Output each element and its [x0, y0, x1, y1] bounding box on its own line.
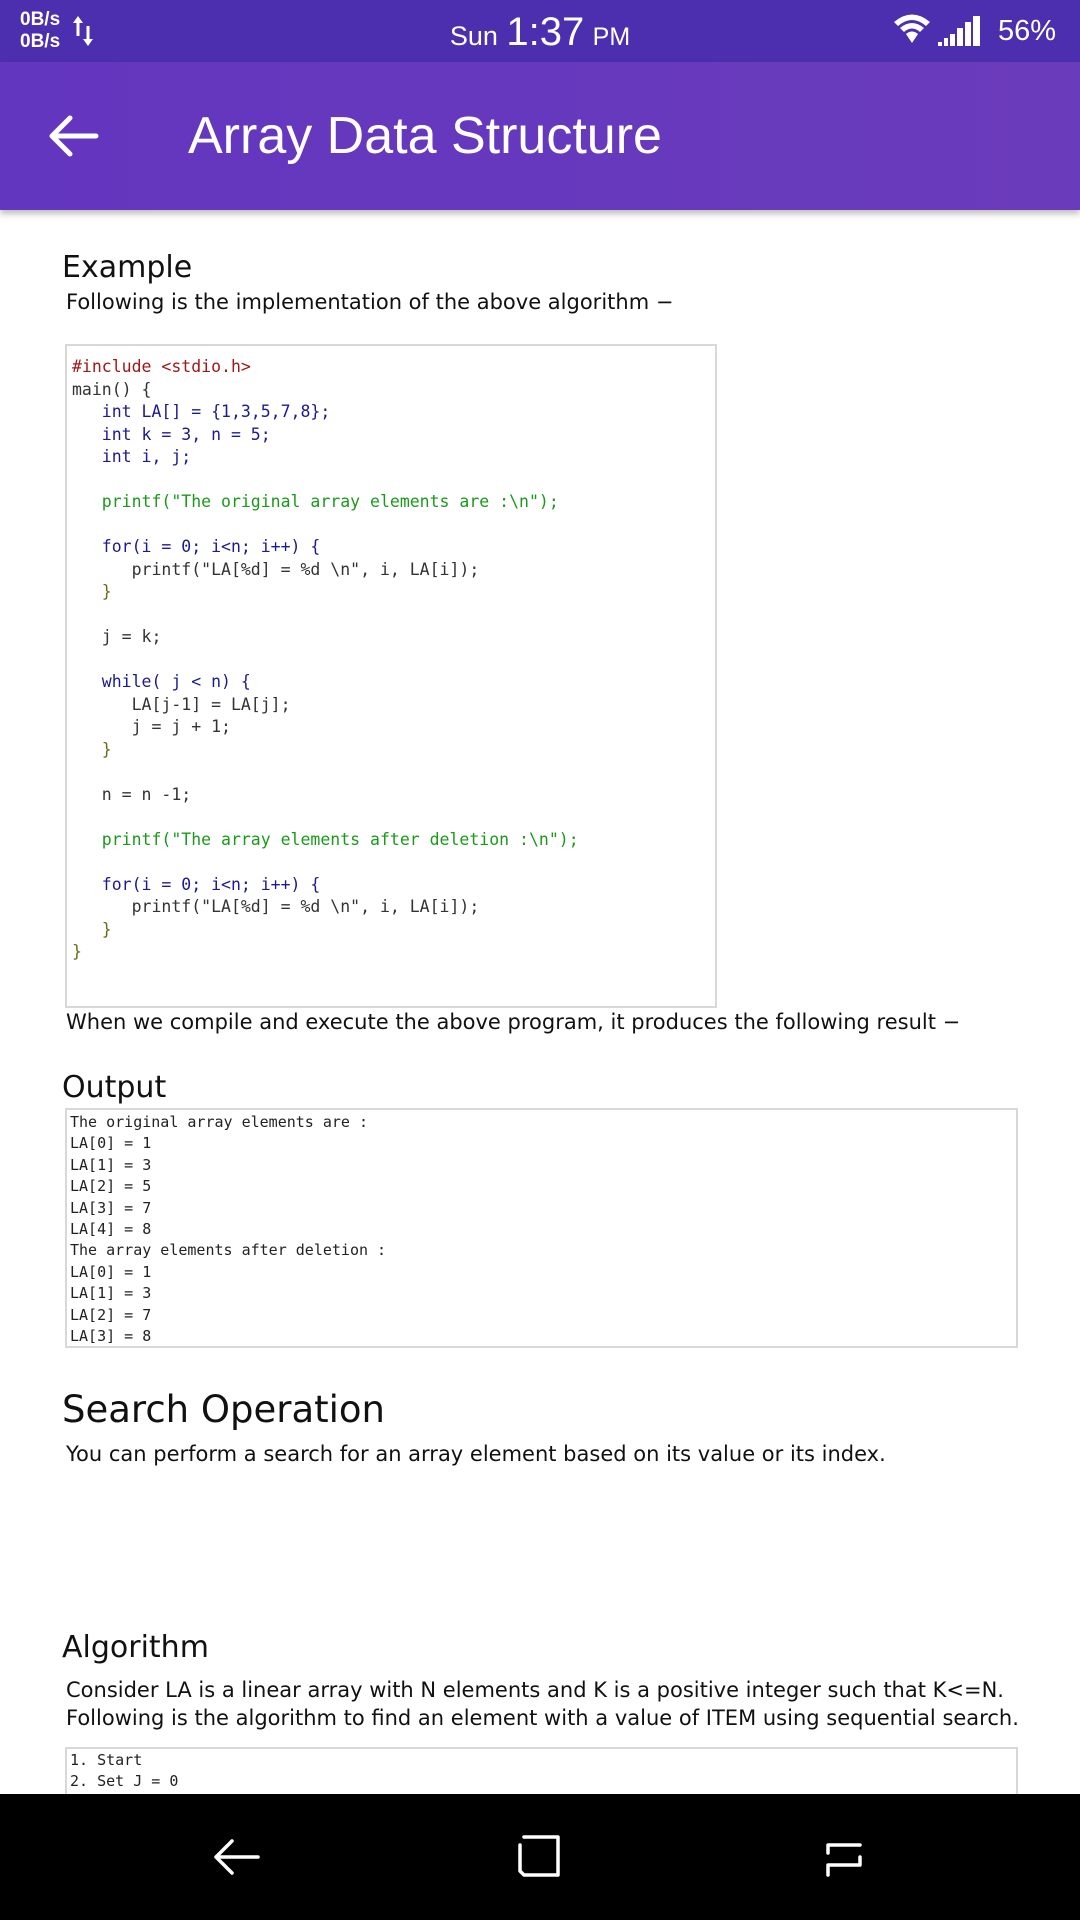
code-line: n = n -1;: [72, 784, 192, 804]
code-line: printf("The original array elements are :\n");: [72, 492, 559, 511]
code-line: LA[j-1] = LA[j];: [72, 694, 291, 714]
signal-icon: [936, 14, 982, 48]
output-line: LA[0] = 1: [70, 1134, 152, 1153]
output-line: LA[3] = 8: [70, 1327, 152, 1346]
code-line: }: [72, 919, 112, 939]
output-line: LA[3] = 7: [70, 1198, 152, 1217]
search-text: You can perform a search for an array element based on its value or its index.: [66, 1442, 886, 1466]
example-heading: Example: [62, 250, 193, 285]
nav-recents-icon[interactable]: [814, 1827, 874, 1887]
output-listing: [70, 1112, 386, 1347]
code-line: int LA[] = {1,3,5,7,8};: [72, 402, 331, 421]
code-line: printf("LA[%d] = %d \n", i, LA[i]);: [72, 897, 480, 916]
code-line: j = k;: [72, 627, 162, 646]
code-line: while( j < n) {: [72, 672, 251, 691]
output-line: LA[2] = 7: [70, 1305, 152, 1324]
output-line: LA[0] = 1: [70, 1262, 152, 1281]
code-line: printf("LA[%d] = %d \n", i, LA[i]);: [72, 559, 480, 579]
page-title: Array Data Structure: [188, 107, 662, 165]
nav-home-icon[interactable]: [510, 1827, 570, 1887]
algorithm-step: 1. Start: [70, 1751, 143, 1769]
example-intro: Following is the implementation of the above algorithm −: [66, 290, 674, 314]
nav-back-icon[interactable]: [206, 1827, 266, 1887]
wifi-icon: [892, 13, 932, 47]
output-line: The array elements after deletion :: [70, 1241, 387, 1260]
output-heading: Output: [62, 1070, 167, 1105]
code-line: for(i = 0; i<n; i++) {: [72, 537, 321, 556]
output-line: The original array elements are :: [70, 1113, 369, 1131]
code-line: j = j + 1;: [72, 717, 231, 736]
arrow-back-icon[interactable]: [38, 106, 108, 166]
code-line: int i, j;: [72, 447, 192, 466]
algorithm-heading: Algorithm: [62, 1630, 209, 1665]
app-bar: [0, 62, 1080, 210]
algorithm-text-2: Following is the algorithm to find an element with a value of ITEM using sequential search.: [66, 1706, 1019, 1730]
clock-ampm: PM: [592, 23, 631, 51]
net-down-speed: 0B/s: [20, 31, 61, 52]
status-bar: [0, 0, 1080, 62]
code-line: printf("The array elements after deletion :\n");: [72, 829, 579, 849]
code-line: }: [72, 739, 112, 759]
code-line: int k = 3, n = 5;: [72, 424, 271, 444]
output-line: LA[2] = 5: [70, 1177, 152, 1196]
code-line: }: [72, 942, 82, 961]
algorithm-text-1: Consider LA is a linear array with N elements and K is a positive integer such that K<=N.: [66, 1678, 1004, 1702]
code-listing: [72, 356, 579, 964]
code-line: main() {: [72, 379, 152, 399]
battery-percent: 56%: [998, 15, 1057, 47]
output-line: LA[1] = 3: [70, 1155, 152, 1174]
clock-day: Sun: [449, 21, 498, 51]
net-up-speed: 0B/s: [20, 9, 61, 30]
algorithm-listing: [70, 1750, 178, 1793]
code-line: for(i = 0; i<n; i++) {: [72, 874, 321, 894]
output-line: LA[4] = 8: [70, 1220, 152, 1239]
clock-time: 1:37: [506, 10, 585, 54]
code-line: }: [72, 582, 112, 601]
navigation-bar: [0, 1794, 1080, 1920]
article-content[interactable]: [0, 210, 1080, 1794]
code-line: #include <stdio.h>: [72, 357, 251, 376]
output-line: LA[1] = 3: [70, 1284, 152, 1303]
algorithm-step: 2. Set J = 0: [70, 1772, 179, 1791]
example-after-text: When we compile and execute the above program, it produces the following result −: [66, 1010, 961, 1034]
search-heading: Search Operation: [62, 1388, 386, 1431]
algorithm-block: [65, 1747, 1018, 1794]
